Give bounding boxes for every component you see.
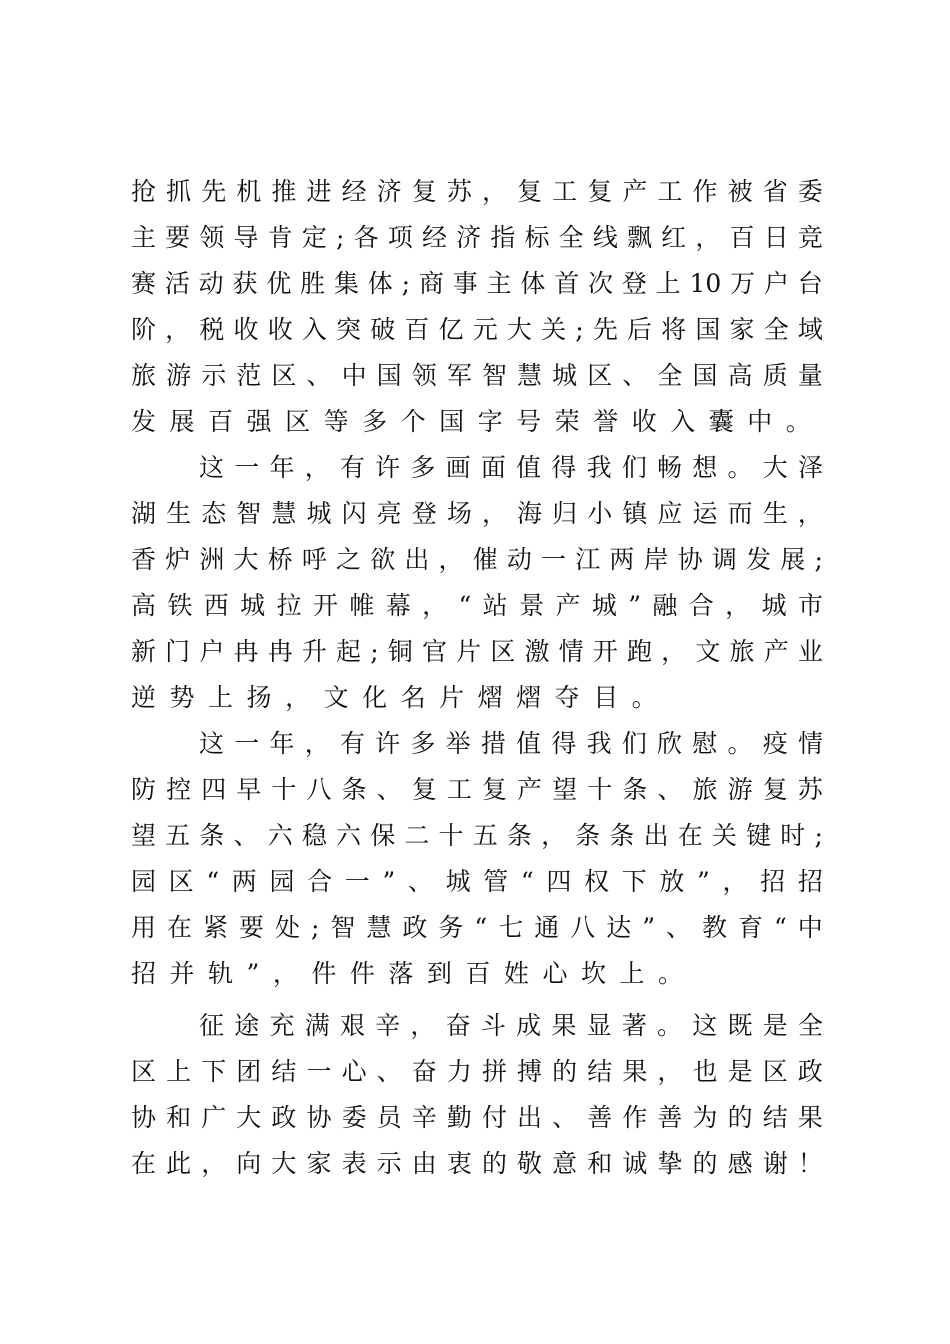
text-line: 逆 势 上 扬 ， 文 化 名 片 熠 熠 夺 目 。 [131, 683, 657, 712]
text-line: 园 区 “ 两 园 合 一 ” 、 城 管 “ 四 权 下 放 ” ， 招 招 [131, 867, 823, 896]
paragraph-first-line: 征 途 充 满 艰 辛 ， 奋 斗 成 果 显 著 。 这 既 是 全 [199, 1011, 823, 1040]
text-line: 协 和 广 大 政 协 委 员 辛 勤 付 出 、 善 作 善 为 的 结 果 [131, 1103, 823, 1132]
text-line: 招 并 轨 ” ， 件 件 落 到 百 姓 心 坎 上 。 [131, 959, 683, 988]
text-line: 防 控 四 早 十 八 条 、 复 工 复 产 望 十 条 、 旅 游 复 苏 [131, 775, 823, 804]
text-line: 高 铁 西 城 拉 开 帷 幕 ， “ 站 景 产 城 ” 融 合 ， 城 市 [131, 591, 823, 620]
text-line: 旅 游 示 范 区 、 中 国 领 军 智 慧 城 区 、 全 国 高 质 量 [131, 361, 823, 390]
text-line: 在 此 ， 向 大 家 表 示 由 衷 的 敬 意 和 诚 挚 的 感 谢 ！ [131, 1149, 823, 1178]
paragraph-first-line: 这 一 年 ， 有 许 多 画 面 值 得 我 们 畅 想 。 大 泽 [199, 453, 823, 482]
text-line: 区 上 下 团 结 一 心 、 奋 力 拼 搏 的 结 果 ， 也 是 区 政 [131, 1057, 823, 1086]
text-line: 主 要 领 导 肯 定 ; 各 项 经 济 指 标 全 线 飘 红 ， 百 日 竞 [131, 223, 823, 252]
text-line: 发 展 百 强 区 等 多 个 国 字 号 荣 誉 收 入 囊 中 。 [131, 407, 811, 436]
text-line: 望 五 条 、 六 稳 六 保 二 十 五 条 ， 条 条 出 在 关 键 时 ; [131, 821, 823, 850]
text-line: 阶 ， 税 收 收 入 突 破 百 亿 元 大 关 ; 先 后 将 国 家 全 域 [131, 315, 823, 344]
text-line: 赛 活 动 获 优 胜 集 体 ; 商 事 主 体 首 次 登 上 10 万 户 台 [131, 269, 823, 298]
text-line: 抢 抓 先 机 推 进 经 济 复 苏 ， 复 工 复 产 工 作 被 省 委 [131, 177, 823, 206]
text-line: 香 炉 洲 大 桥 呼 之 欲 出 ， 催 动 一 江 两 岸 协 调 发 展 ; [131, 545, 823, 574]
paragraph-first-line: 这 一 年 ， 有 许 多 举 措 值 得 我 们 欣 慰 。 疫 情 [199, 729, 823, 758]
text-line: 新 门 户 冉 冉 升 起 ; 铜 官 片 区 激 情 开 跑 ， 文 旅 产 业 [131, 637, 823, 666]
text-line: 用 在 紧 要 处 ; 智 慧 政 务 “ 七 通 八 达 ” 、 教 育 “ 中 [131, 913, 823, 942]
text-line: 湖 生 态 智 慧 城 闪 亮 登 场 ， 海 归 小 镇 应 运 而 生 ， [131, 499, 823, 528]
